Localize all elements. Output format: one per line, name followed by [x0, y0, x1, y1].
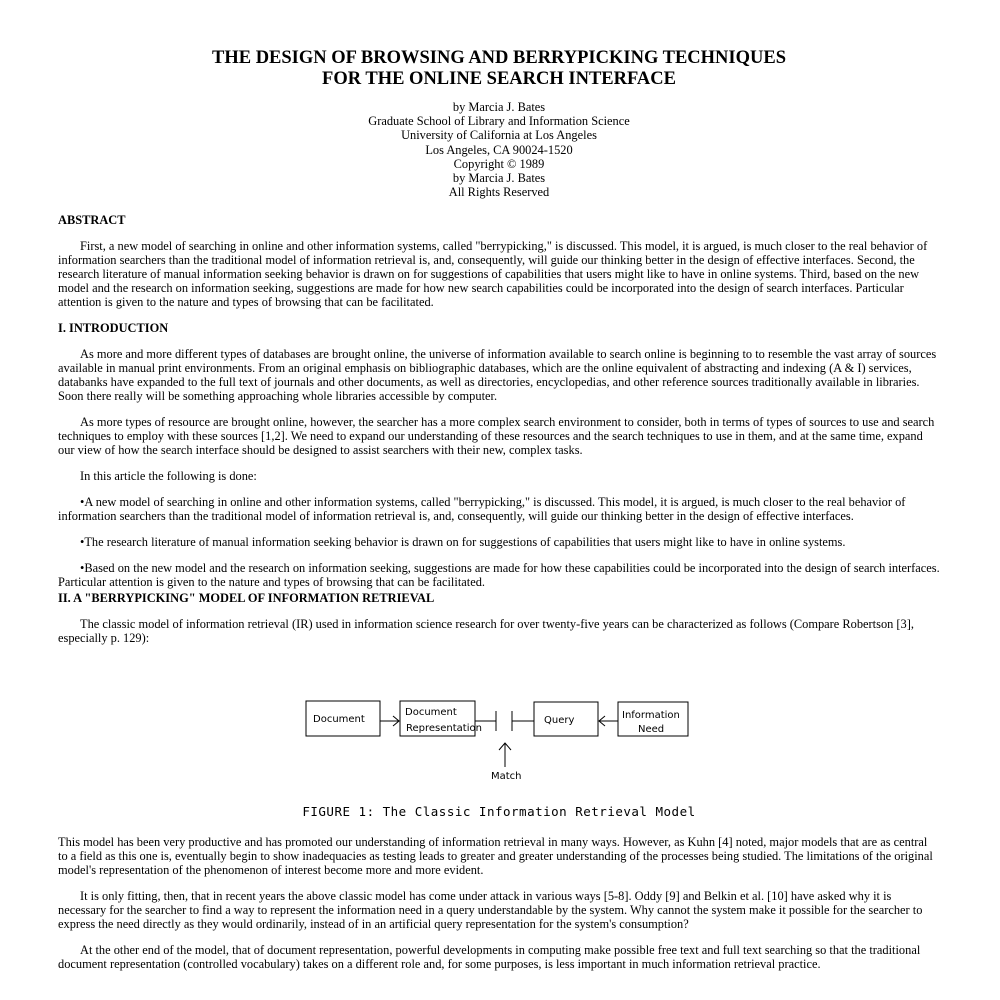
after-figure-paragraph-2: It is only fitting, then, that in recent years the above classic model has come under attack in various ways [5-8]. Oddy [9] and Belkin et al. [10] have asked why it is necessary for the searcher to find a way to represent the information need in a query understandable by the system. Why cannot the system make it possible for the searcher to express the need directly as they would ordinarily, instead of in an artificial query representation for the system's consumption? [58, 889, 923, 932]
intro-bullet-3: •Based on the new model and the research on information seeking, suggestions are made for how these capabilities could be incorporated into the design of search interfaces. Particular attention is given to the nature and types of browsing that can be facilitated. [58, 561, 940, 590]
intro-bullet-2: •The research literature of manual information seeking behavior is drawn on for suggestions of capabilities that users might like to have in online systems. [80, 535, 846, 550]
title-line-2: FOR THE ONLINE SEARCH INTERFACE [322, 69, 676, 89]
byline-school: Graduate School of Library and Information Science [368, 114, 630, 129]
intro-heading: I. INTRODUCTION [58, 321, 169, 336]
doc-rep-label-1: Document [405, 707, 457, 719]
abstract-text: First, a new model of searching in online and other information systems, called "berrypicking," is discussed. This model, it is argued, is much closer to the real behavior of information searchers than the traditional model of information retrieval is, and, consequently, will guide our thinking better in the design of effective interfaces. Second, the research literature of manual information seeking behavior is drawn on for suggestions of capabilities that users might like to have in online systems. Third, based on the new model and the research on information seeking, suggestions are made for how new search capabilities could be incorporated into the design of search interfaces. Particular attention is given to the nature and types of browsing that can be facilitated. [58, 239, 928, 310]
abstract-heading: ABSTRACT [58, 213, 126, 228]
byline-copyright-holder: by Marcia J. Bates [452, 171, 546, 186]
byline-copyright: Copyright © 1989 [453, 156, 545, 171]
match-label: Match [491, 771, 522, 783]
figure-1-caption: FIGURE 1: The Classic Information Retrieval Model [302, 804, 696, 820]
byline [58, 100, 940, 199]
byline-address: Los Angeles, CA 90024-1520 [425, 142, 573, 157]
intro-paragraph-3: In this article the following is done: [80, 469, 257, 484]
intro-paragraph-2: As more types of resource are brought online, however, the searcher has a more complex search environment to consider, both in terms of types of sources to use and search techniques to employ with these sources [1,2]. We need to expand our understanding of these resources and the search techniques to use in them, and at the same time, expand our view of how the search interface should be designed to assist searchers with their new, complex tasks. [58, 415, 935, 458]
info-need-label-1: Information [622, 710, 680, 722]
after-figure-paragraph-3: At the other end of the model, that of document representation, powerful developments in computing make possible free text and full text searching so that the traditional document representation (controlled vocabulary) takes on a different role and, for some purposes, is less important in much information retrieval practice. [58, 943, 921, 972]
after-figure-paragraph-1: This model has been very productive and has promoted our understanding of information retrieval in many ways. However, as Kuhn [4] noted, major models that are as central to a field as this one is, eventually begin to show inadequacies as testing leads to greater and greater understanding of the processes being studied. The limitations of the original model's representation of the phenomenon of interest become more and more evident. [58, 835, 933, 878]
section-2-heading: II. A "BERRYPICKING" MODEL OF INFORMATION RETRIEVAL [58, 591, 435, 606]
paper-page [58, 48, 940, 971]
info-need-label-2: Need [638, 724, 665, 736]
byline-university: University of California at Los Angeles [401, 128, 597, 143]
section-2-paragraph-1: The classic model of information retrieval (IR) used in information science research for over twenty-five years can be characterized as follows (Compare Robertson [3], especially p. 129): [58, 617, 914, 646]
query-label: Query [544, 715, 575, 727]
doc-rep-label-2: Representation [406, 723, 482, 735]
byline-author: by Marcia J. Bates [452, 100, 546, 114]
paper-title [58, 48, 940, 90]
intro-bullet-1: •A new model of searching in online and other information systems, called "berrypicking," is discussed. This model, it is argued, is much closer to the real behavior of information searchers than the traditional model of information retrieval is, and, consequently, will guide our thinking better in the design of effective interfaces. [58, 495, 906, 524]
figure-1 [58, 645, 940, 835]
intro-paragraph-1: As more and more different types of databases are brought online, the universe of information available to search online is beginning to to resemble the vast array of sources available in manual print environments. From an original emphasis on bibliographic databases, which are the online equivalent of abstracting and indexing (A & I) services, databanks have expanded to the full text of journals and other documents, as well as directories, encyclopedias, and other reference sources traditionally available in libraries. Soon there really will be something approaching whole libraries accessible by computer. [58, 347, 937, 404]
byline-rights: All Rights Reserved [448, 185, 550, 200]
title-line-1: THE DESIGN OF BROWSING AND BERRYPICKING TECHNIQUES [212, 48, 786, 68]
document-label: Document [313, 714, 365, 726]
